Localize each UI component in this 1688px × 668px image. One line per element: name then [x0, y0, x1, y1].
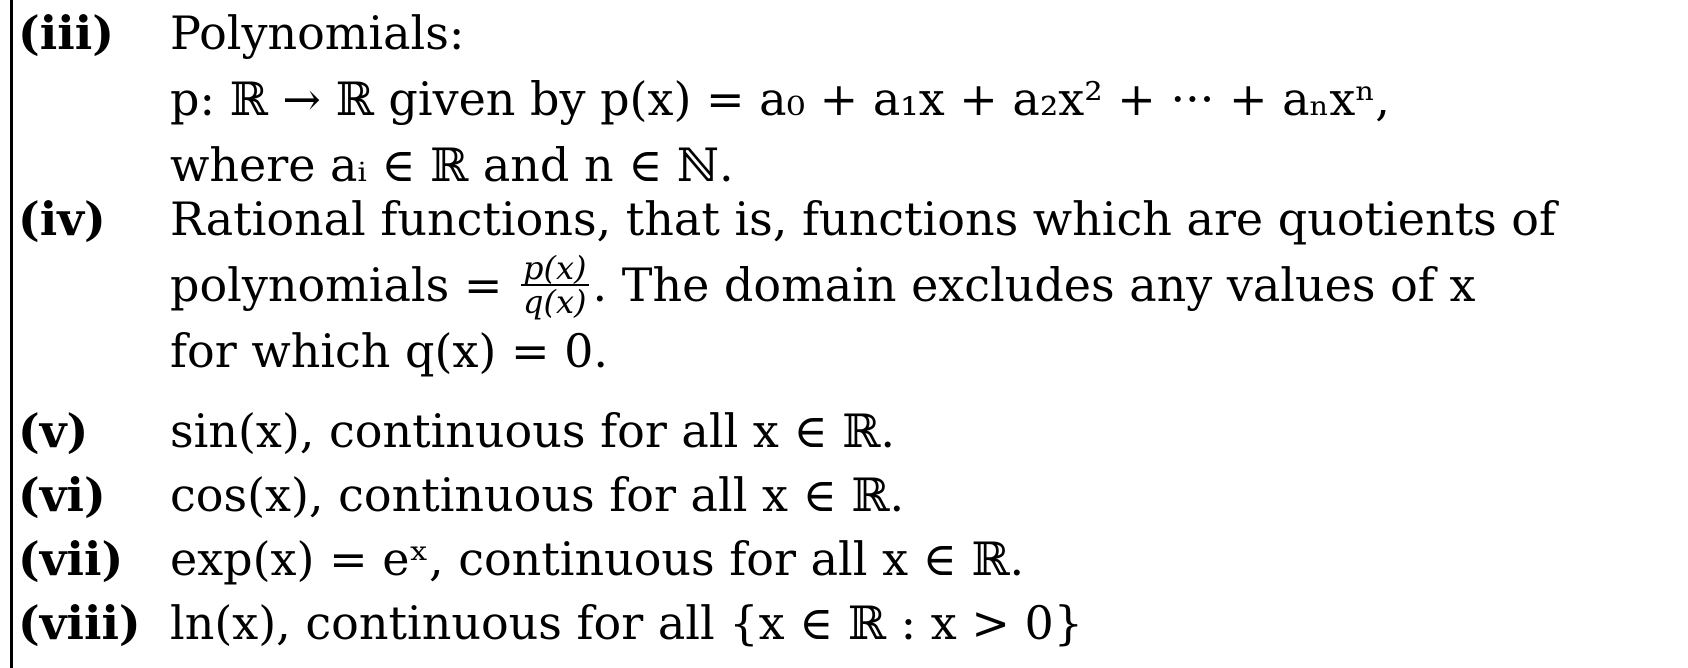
- item-label: (iii): [18, 6, 114, 60]
- item-label: (viii): [18, 596, 141, 650]
- text-segment: polynomials =: [170, 258, 503, 312]
- text-segment: . The domain excludes any values of x: [592, 258, 1476, 312]
- item-body: [170, 590, 1680, 656]
- item-text-line: cos(x), continuous for all x ∈ ℝ.: [170, 468, 905, 522]
- item-label: (v): [18, 404, 89, 458]
- item-body: [170, 526, 1680, 592]
- item-label: (iv): [18, 192, 106, 246]
- item-label: (vi): [18, 468, 106, 522]
- item-body: [170, 398, 1680, 464]
- fraction-numerator: p(x): [523, 249, 587, 287]
- item-body: [170, 186, 1680, 384]
- item-text-line: ln(x), continuous for all {x ∈ ℝ : x > 0}: [170, 596, 1084, 650]
- item-body: [170, 0, 1680, 198]
- item-text-line: Polynomials:: [170, 6, 465, 60]
- item-text-line: [170, 249, 1680, 321]
- item-text-line: sin(x), continuous for all x ∈ ℝ.: [170, 404, 895, 458]
- polynomial-definition: p: ℝ → ℝ given by p(x) = a₀ + a₁x + a₂x² + ··· + aₙxⁿ,: [170, 72, 1390, 126]
- item-text-line: exp(x) = eˣ, continuous for all x ∈ ℝ.: [170, 532, 1025, 586]
- item-body: [170, 462, 1680, 528]
- fraction-denominator: q(x): [523, 283, 587, 321]
- item-text-line: for which q(x) = 0.: [170, 324, 609, 378]
- item-text-line: where aᵢ ∈ ℝ and n ∈ ℕ.: [170, 138, 734, 192]
- item-text-line: Rational functions, that is, functions which are quotients of: [170, 192, 1557, 246]
- left-vertical-rule: [10, 0, 13, 668]
- fraction: [521, 249, 589, 321]
- item-label: (vii): [18, 532, 124, 586]
